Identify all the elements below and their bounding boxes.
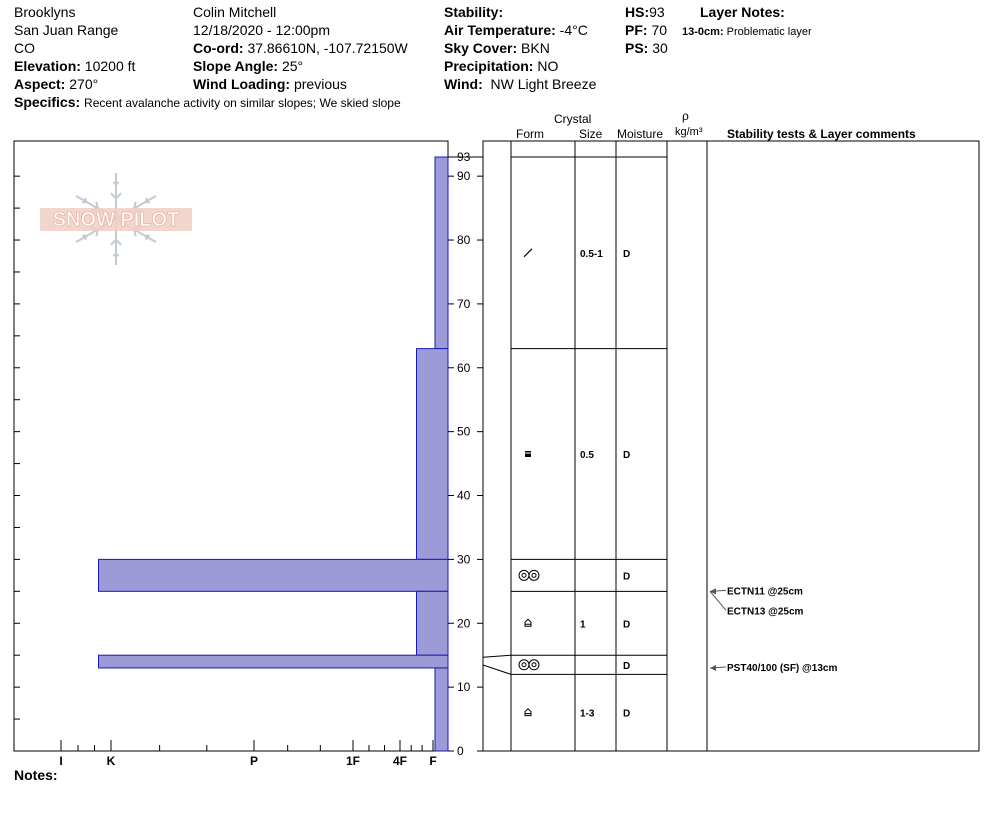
stability-test-label: PST40/100 (SF) @13cm — [727, 662, 838, 674]
state: CO — [14, 40, 35, 56]
snowflake-branch — [146, 202, 150, 203]
grain-moisture-label: D — [623, 450, 631, 461]
layer-link-line — [483, 665, 511, 674]
stability-label: Stability: — [444, 4, 504, 20]
depth-tick-label: 0 — [457, 744, 464, 758]
stability-test-label: ECTN13 @25cm — [727, 606, 804, 618]
location-name: Brooklyns — [14, 4, 76, 20]
air-temp-label: Air Temperature: — [444, 22, 556, 38]
sky-label: Sky Cover: — [444, 40, 518, 56]
layer-link-line — [483, 655, 511, 657]
observation-datetime: 12/18/2020 - 12:00pm — [193, 22, 330, 38]
grain-form-icon — [524, 249, 532, 257]
depth-tick-label: 20 — [457, 616, 471, 631]
hardness-tick-label: P — [249, 754, 259, 768]
crystal-header: Crystal — [554, 112, 592, 126]
hardness-tick-label: I — [59, 754, 63, 768]
grain-moisture-label: D — [623, 571, 631, 583]
hardness-layer-bar — [435, 668, 448, 751]
grain-table-frame — [483, 141, 979, 751]
precip-label: Precipitation: — [444, 58, 534, 74]
hardness-tick-label: K — [106, 754, 116, 768]
grain-form-icon — [529, 570, 539, 580]
grain-form-icon — [529, 660, 539, 670]
ps-label: PS: — [625, 40, 649, 56]
ps-value: 30 — [652, 40, 668, 56]
grain-form-icon — [525, 451, 531, 457]
hardness-tick-label: 1F — [345, 754, 361, 768]
hardness-layer-bar — [99, 655, 449, 668]
grain-form-icon — [522, 663, 526, 667]
left-axis-ticks — [14, 176, 20, 719]
grain-form-icon — [519, 660, 529, 670]
stability-test-arrowhead — [710, 665, 716, 671]
notes-label: Notes: — [14, 767, 58, 783]
wind-loading-value: previous — [293, 76, 347, 92]
grain-size-label: 0.5-1 — [580, 248, 603, 260]
stability-test-label: ECTN11 @25cm — [727, 586, 803, 598]
density-unit-header: kg/m³ — [675, 126, 703, 138]
hardness-layer-bar — [417, 349, 449, 560]
depth-tick-label: 40 — [457, 488, 471, 503]
grain-form-icon — [522, 573, 526, 577]
depth-axis — [448, 150, 483, 758]
depth-tick-label: 70 — [457, 296, 471, 311]
observer-name: Colin Mitchell — [193, 4, 277, 20]
elevation-label: Elevation: — [14, 58, 81, 74]
air-temp-value: -4°C — [559, 22, 588, 38]
slope-value: 25° — [281, 58, 304, 74]
depth-tick-label: 10 — [457, 680, 471, 695]
snowflake-branch — [146, 235, 150, 236]
snowflake-branch — [82, 235, 86, 236]
grain-form-icon — [532, 573, 536, 577]
hardness-layer-bar — [435, 157, 448, 349]
grain-moisture-label: D — [623, 660, 631, 672]
mountain-range: San Juan Range — [14, 22, 119, 38]
grain-moisture-label: D — [623, 619, 631, 631]
grain-form-icon — [519, 570, 529, 580]
depth-tick-label: 60 — [457, 360, 471, 375]
slope-label: Slope Angle: — [193, 58, 279, 74]
hardness-axis — [59, 740, 436, 768]
hs-label: HS: — [625, 4, 650, 20]
grain-size-label: 0.5 — [580, 450, 594, 461]
grain-size-label: 1-3 — [580, 708, 595, 720]
coord-label: Co-ord: — [193, 40, 244, 56]
coord-value: 37.86610N, -107.72150W — [247, 40, 408, 56]
layer-note-text: Problematic layer — [726, 26, 812, 38]
depth-tick-label: 80 — [457, 233, 471, 248]
depth-tick-label: 50 — [457, 424, 471, 439]
snowpilot-logo — [40, 173, 192, 265]
form-header: Form — [516, 127, 544, 141]
stability-tests — [710, 586, 837, 674]
specifics-label: Specifics: — [14, 94, 81, 110]
density-rho-header: ρ — [682, 109, 689, 123]
pf-label: PF: — [625, 22, 648, 38]
depth-tick-label: 30 — [457, 552, 471, 567]
hardness-layer-bar — [417, 591, 449, 655]
hardness-tick-label: 4F — [392, 754, 408, 768]
grain-moisture-label: D — [623, 248, 631, 260]
logo-text: SNOW PILOT — [52, 209, 180, 231]
grain-size-label: 1 — [580, 619, 586, 631]
hs-value: 93 — [649, 4, 665, 20]
specifics-value: Recent avalanche activity on similar slopes; We skied slope — [84, 96, 401, 110]
hardness-layer-bar — [99, 559, 449, 591]
sky-value: BKN — [521, 40, 550, 56]
grain-form-icon — [532, 663, 536, 667]
precip-value: NO — [537, 58, 559, 74]
grain-form-icon — [525, 709, 531, 716]
moisture-header: Moisture — [617, 127, 664, 141]
elevation-value: 10200 ft — [84, 58, 136, 74]
aspect-label: Aspect: — [14, 76, 66, 92]
snowflake-branch — [82, 202, 86, 203]
stability-test-arrowhead — [710, 588, 716, 594]
snowflake-branch — [146, 236, 147, 240]
size-header: Size — [579, 127, 603, 141]
hardness-layers — [99, 157, 449, 751]
snowflake-branch — [85, 198, 86, 202]
layer-notes-label: Layer Notes: — [700, 4, 785, 20]
aspect-value: 270° — [69, 76, 99, 92]
wind-value: NW Light Breeze — [490, 76, 597, 92]
hardness-tick-label: F — [429, 754, 437, 768]
depth-tick-label: 90 — [457, 169, 471, 184]
stability-test-pointer — [710, 591, 726, 610]
grain-form-icon — [525, 619, 531, 626]
grain-moisture-label: D — [623, 708, 631, 720]
snow-height-label: 93 — [457, 150, 471, 164]
stability-tests-header: Stability tests & Layer comments — [727, 127, 916, 141]
pf-value: 70 — [651, 22, 668, 38]
wind-label: Wind: — [444, 76, 483, 92]
wind-loading-label: Wind Loading: — [193, 76, 291, 92]
layer-note-depth: 13-0cm: — [682, 26, 724, 38]
